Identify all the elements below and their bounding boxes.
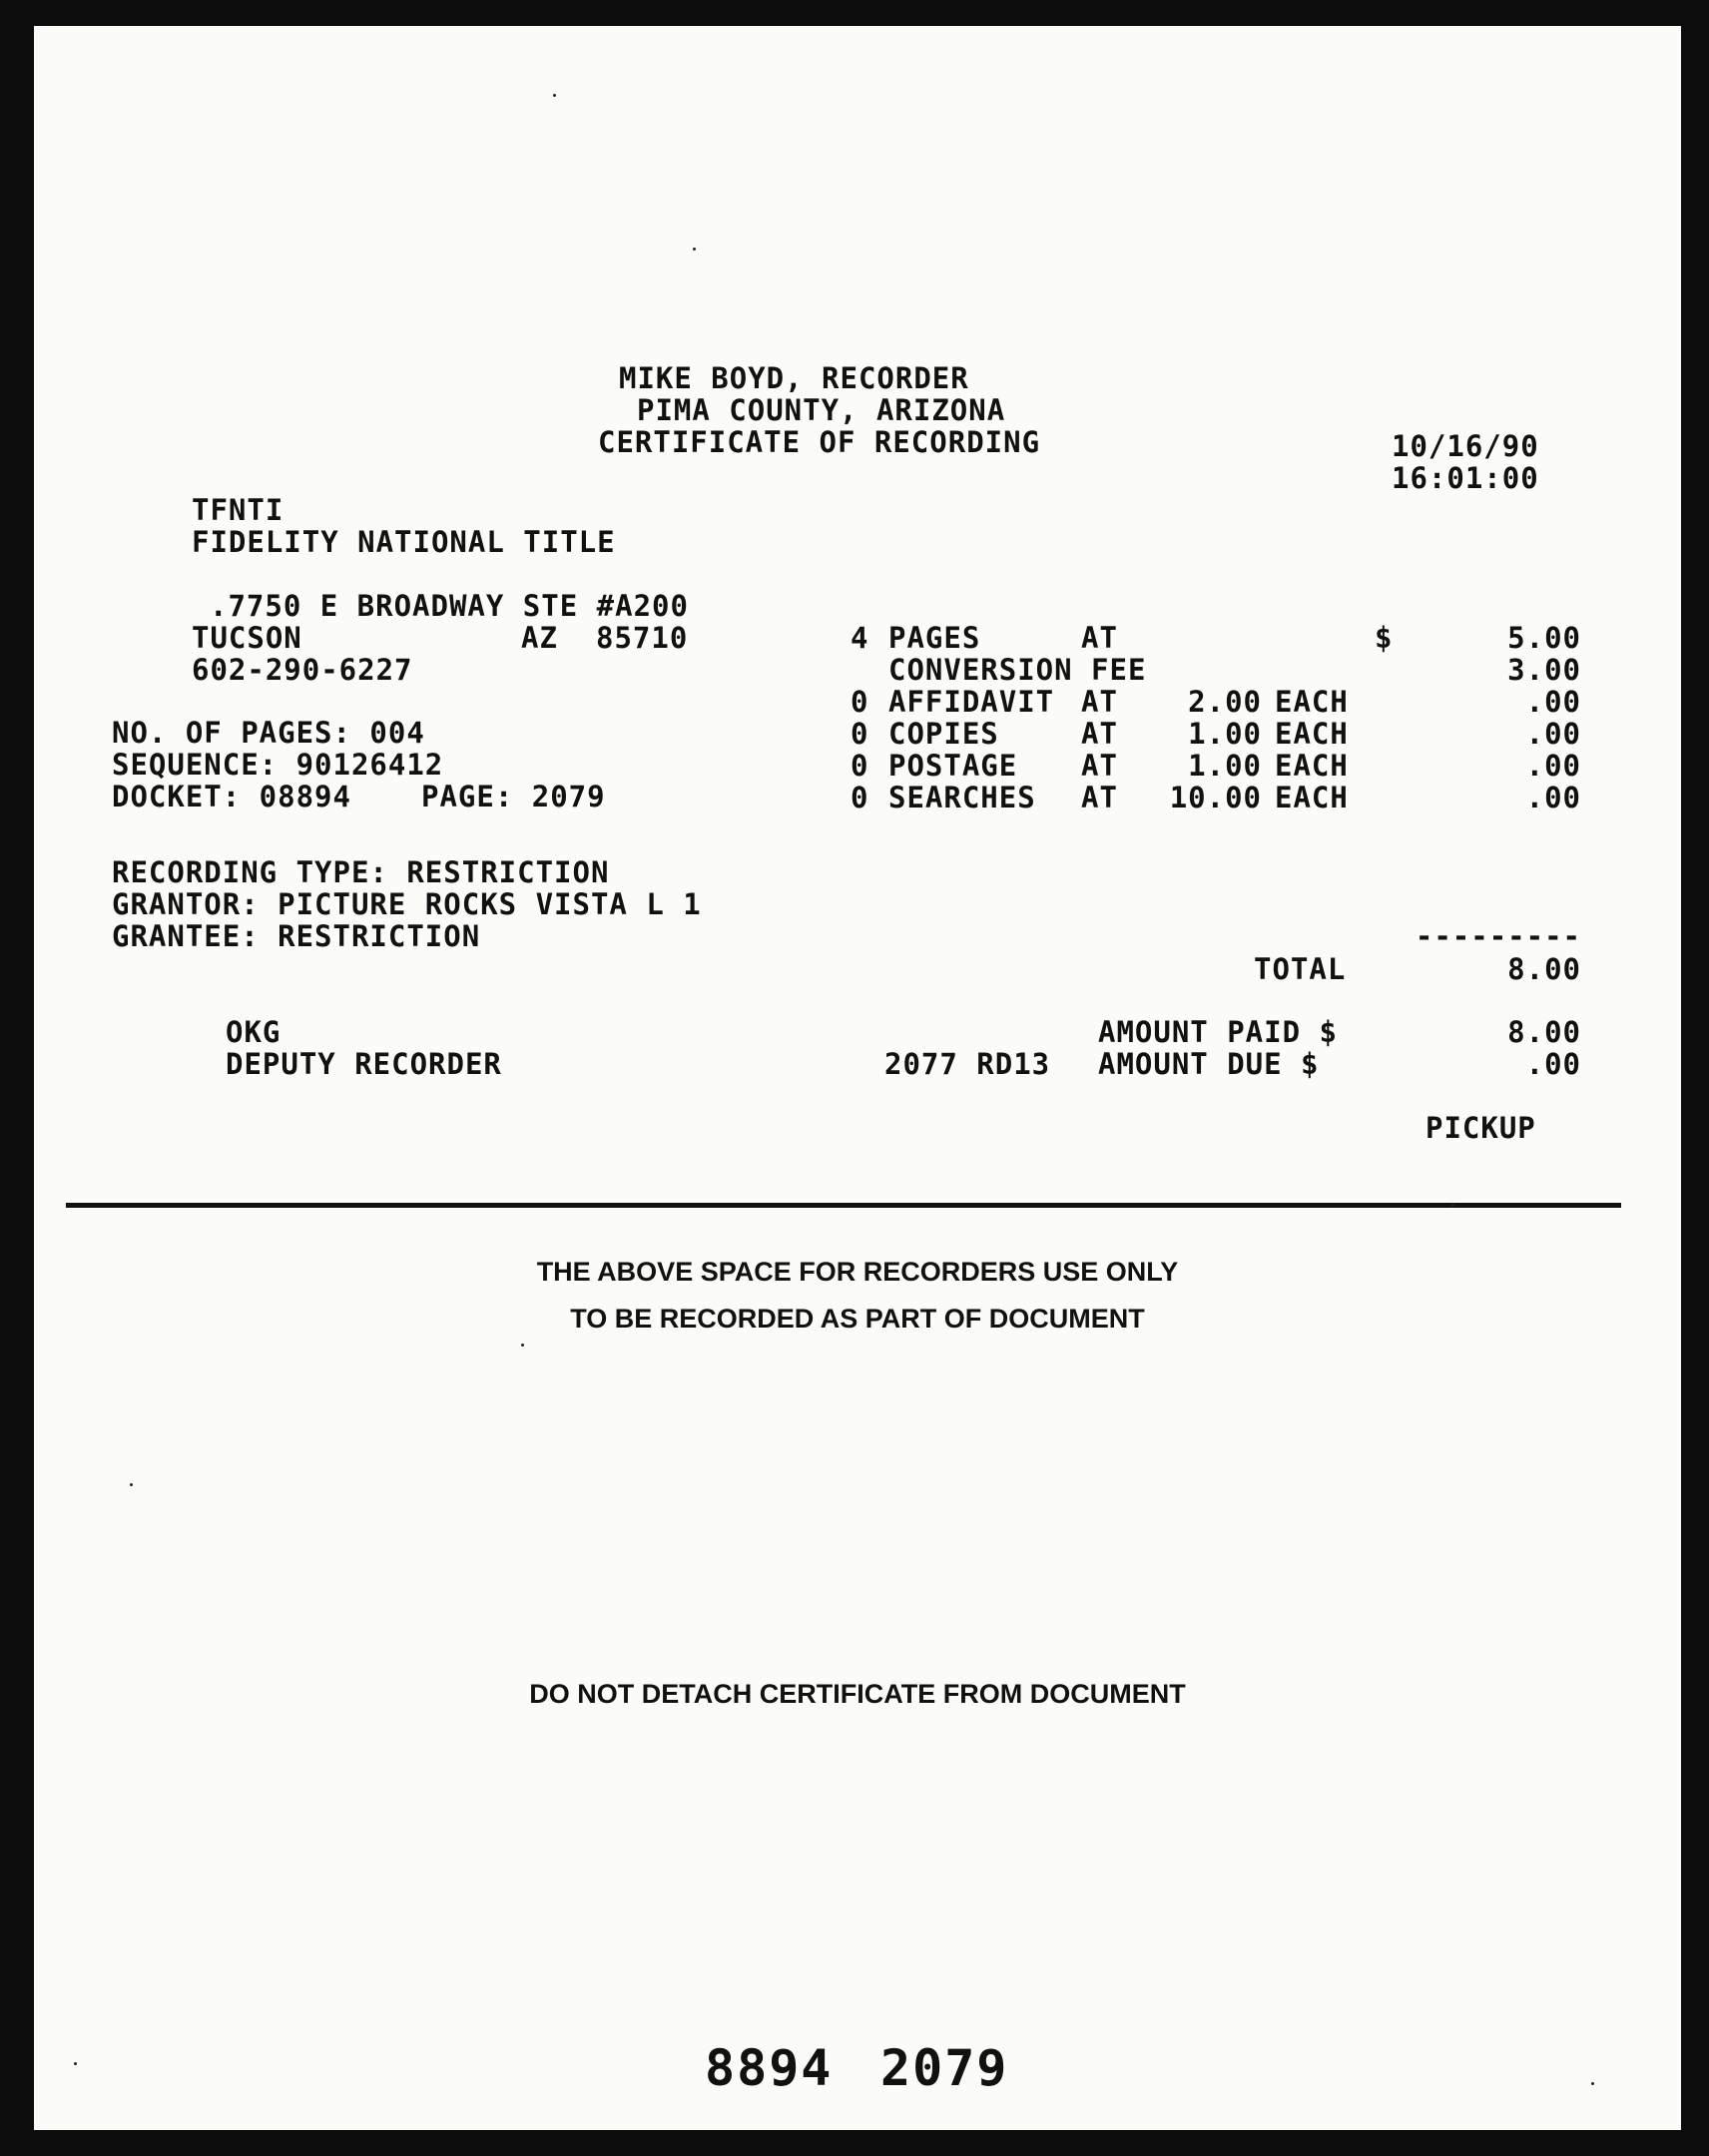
- docket-page: PAGE: 2079: [421, 780, 606, 813]
- scan-speck: [553, 94, 556, 97]
- fee-amount: .00: [1525, 749, 1581, 783]
- docket-number: DOCKET: 08894: [112, 780, 351, 813]
- fee-at: AT: [1081, 685, 1118, 719]
- recorder-space-divider: [66, 1203, 1621, 1208]
- fee-item: PAGES: [888, 621, 981, 655]
- recorder-name: MIKE BOYD, RECORDER: [619, 361, 969, 395]
- addressee-zip: 85710: [596, 621, 689, 655]
- fee-rate: 10.00: [1169, 781, 1262, 814]
- addressee-city: TUCSON: [192, 621, 302, 655]
- recorders-use-notice: THE ABOVE SPACE FOR RECORDERS USE ONLY: [536, 1257, 1179, 1287]
- scan-speck: [130, 1483, 133, 1486]
- receipt-code: 2077 RD13: [884, 1047, 1051, 1081]
- total-divider: ---------: [1415, 919, 1581, 953]
- county-name: PIMA COUNTY, ARIZONA: [637, 393, 1006, 427]
- addressee-company: FIDELITY NATIONAL TITLE: [192, 525, 616, 559]
- fee-amount: .00: [1525, 781, 1581, 814]
- recording-time: 16:01:00: [1392, 461, 1539, 495]
- total-amount: 8.00: [1507, 952, 1581, 986]
- amount-paid: 8.00: [1507, 1015, 1581, 1049]
- recording-type: RECORDING TYPE: RESTRICTION: [112, 855, 610, 889]
- certificate-page: [34, 26, 1681, 2130]
- fee-item: AFFIDAVIT: [888, 685, 1055, 719]
- scan-speck: [521, 1344, 524, 1347]
- number-of-pages: NO. OF PAGES: 004: [112, 716, 425, 750]
- fee-rate: 1.00: [1188, 749, 1262, 783]
- footer-page-number: 2079: [880, 2039, 1009, 2097]
- fee-qty: 0: [851, 685, 869, 719]
- fee-item: CONVERSION FEE: [888, 653, 1147, 687]
- fee-currency: $: [1375, 621, 1394, 655]
- fee-amount: .00: [1525, 717, 1581, 751]
- fee-rate: 2.00: [1188, 685, 1262, 719]
- addressee-street: .7750 E BROADWAY STE #A200: [210, 589, 689, 623]
- fee-each: EACH: [1275, 685, 1349, 719]
- fee-each: EACH: [1275, 781, 1349, 814]
- fee-item: COPIES: [888, 717, 999, 751]
- fee-item: POSTAGE: [888, 749, 1018, 783]
- fee-qty: 0: [851, 717, 869, 751]
- grantee: GRANTEE: RESTRICTION: [112, 919, 481, 953]
- fee-amount: 5.00: [1507, 621, 1581, 655]
- grantor: GRANTOR: PICTURE ROCKS VISTA L 1: [112, 887, 702, 921]
- fee-at: AT: [1081, 717, 1118, 751]
- fee-rate: 1.00: [1188, 717, 1262, 751]
- footer-docket-number: 8894: [705, 2039, 834, 2097]
- amount-paid-label: AMOUNT PAID $: [1098, 1015, 1338, 1049]
- scan-speck: [1591, 2082, 1594, 2085]
- total-label: TOTAL: [1254, 952, 1347, 986]
- amount-due: .00: [1525, 1047, 1581, 1081]
- sequence-number: SEQUENCE: 90126412: [112, 748, 444, 782]
- fee-at: AT: [1081, 781, 1118, 814]
- certificate-title: CERTIFICATE OF RECORDING: [598, 425, 1041, 459]
- delivery-method: PICKUP: [1425, 1111, 1536, 1145]
- record-part-notice: TO BE RECORDED AS PART OF DOCUMENT: [570, 1304, 1145, 1334]
- deputy-title: DEPUTY RECORDER: [226, 1047, 502, 1081]
- fee-qty: 4: [851, 621, 869, 655]
- scan-speck: [74, 2062, 77, 2065]
- fee-qty: 0: [851, 749, 869, 783]
- addressee-code: TFNTI: [192, 493, 285, 527]
- fee-each: EACH: [1275, 717, 1349, 751]
- addressee-phone: 602-290-6227: [192, 653, 413, 687]
- scan-speck: [693, 248, 696, 251]
- fee-at: AT: [1081, 749, 1118, 783]
- fee-amount: 3.00: [1507, 653, 1581, 687]
- fee-each: EACH: [1275, 749, 1349, 783]
- scan-speck: [1451, 1204, 1454, 1207]
- addressee-state: AZ: [521, 621, 558, 655]
- fee-qty: 0: [851, 781, 869, 814]
- fee-at: AT: [1081, 621, 1118, 655]
- amount-due-label: AMOUNT DUE $: [1098, 1047, 1320, 1081]
- fee-item: SEARCHES: [888, 781, 1036, 814]
- fee-amount: .00: [1525, 685, 1581, 719]
- recording-date: 10/16/90: [1392, 429, 1539, 463]
- do-not-detach-notice: DO NOT DETACH CERTIFICATE FROM DOCUMENT: [529, 1679, 1186, 1709]
- deputy-initials: OKG: [226, 1015, 282, 1049]
